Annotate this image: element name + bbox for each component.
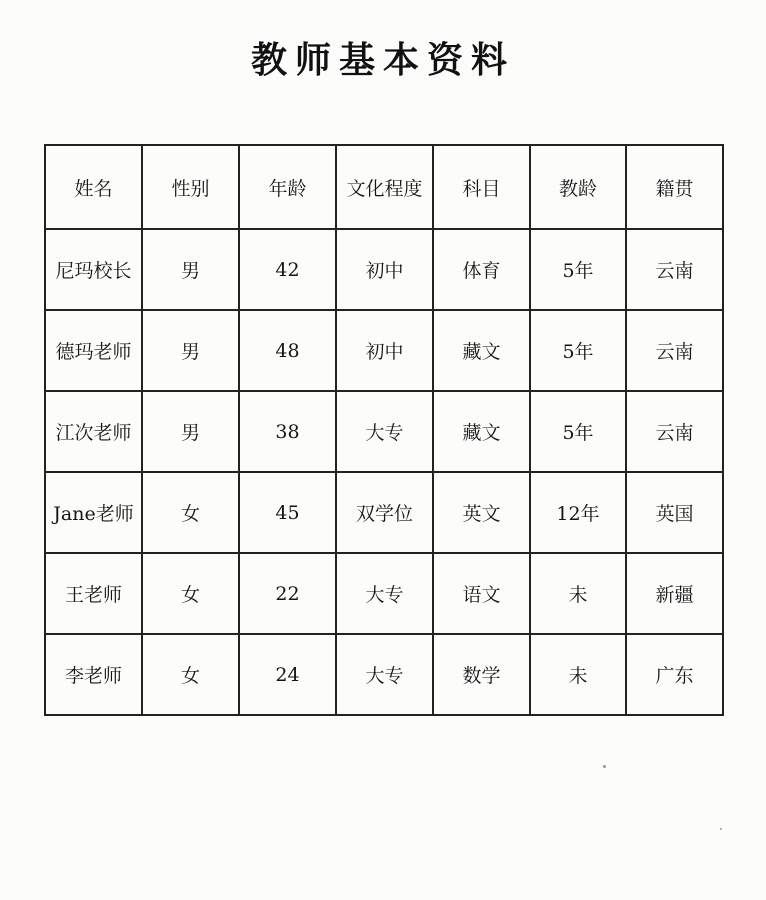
cell-subject: 藏文 xyxy=(433,310,530,391)
cell-name: 王老师 xyxy=(45,553,142,634)
cell-name: Jane老师 xyxy=(45,472,142,553)
header-name: 姓名 xyxy=(45,145,142,229)
cell-teaching-years: 未 xyxy=(530,553,626,634)
cell-name: 尼玛校长 xyxy=(45,229,142,310)
table-row xyxy=(45,229,723,310)
header-teaching-years: 教龄 xyxy=(530,145,626,229)
header-education: 文化程度 xyxy=(336,145,433,229)
table-header-row xyxy=(45,145,723,229)
cell-education: 大专 xyxy=(336,391,433,472)
cell-subject: 英文 xyxy=(433,472,530,553)
header-subject: 科目 xyxy=(433,145,530,229)
cell-gender: 男 xyxy=(142,310,239,391)
cell-teaching-years: 未 xyxy=(530,634,626,715)
table-row xyxy=(45,634,723,715)
cell-age: 22 xyxy=(239,553,336,634)
cell-gender: 男 xyxy=(142,229,239,310)
cell-name: 德玛老师 xyxy=(45,310,142,391)
header-gender: 性别 xyxy=(142,145,239,229)
table-row xyxy=(45,553,723,634)
cell-hometown: 广东 xyxy=(626,634,723,715)
table-row xyxy=(45,391,723,472)
cell-teaching-years: 5年 xyxy=(530,229,626,310)
cell-education: 大专 xyxy=(336,634,433,715)
cell-subject: 数学 xyxy=(433,634,530,715)
table-row xyxy=(45,310,723,391)
cell-education: 初中 xyxy=(336,310,433,391)
cell-gender: 女 xyxy=(142,472,239,553)
header-age: 年龄 xyxy=(239,145,336,229)
cell-subject: 体育 xyxy=(433,229,530,310)
cell-hometown: 云南 xyxy=(626,229,723,310)
cell-age: 42 xyxy=(239,229,336,310)
cell-education: 双学位 xyxy=(336,472,433,553)
cell-hometown: 云南 xyxy=(626,310,723,391)
scan-speck xyxy=(603,765,606,768)
teacher-info-table xyxy=(44,144,724,716)
cell-subject: 语文 xyxy=(433,553,530,634)
scan-speck xyxy=(720,828,722,830)
cell-hometown: 英国 xyxy=(626,472,723,553)
cell-education: 初中 xyxy=(336,229,433,310)
page-title: 教师基本资料 xyxy=(250,39,515,81)
cell-hometown: 新疆 xyxy=(626,553,723,634)
header-hometown: 籍贯 xyxy=(626,145,723,229)
cell-age: 45 xyxy=(239,472,336,553)
cell-name: 江次老师 xyxy=(45,391,142,472)
cell-gender: 女 xyxy=(142,553,239,634)
cell-gender: 男 xyxy=(142,391,239,472)
cell-teaching-years: 5年 xyxy=(530,391,626,472)
cell-gender: 女 xyxy=(142,634,239,715)
table-row xyxy=(45,472,723,553)
cell-subject: 藏文 xyxy=(433,391,530,472)
cell-teaching-years: 5年 xyxy=(530,310,626,391)
cell-teaching-years: 12年 xyxy=(530,472,626,553)
cell-hometown: 云南 xyxy=(626,391,723,472)
cell-age: 38 xyxy=(239,391,336,472)
cell-age: 48 xyxy=(239,310,336,391)
cell-age: 24 xyxy=(239,634,336,715)
cell-education: 大专 xyxy=(336,553,433,634)
cell-name: 李老师 xyxy=(45,634,142,715)
